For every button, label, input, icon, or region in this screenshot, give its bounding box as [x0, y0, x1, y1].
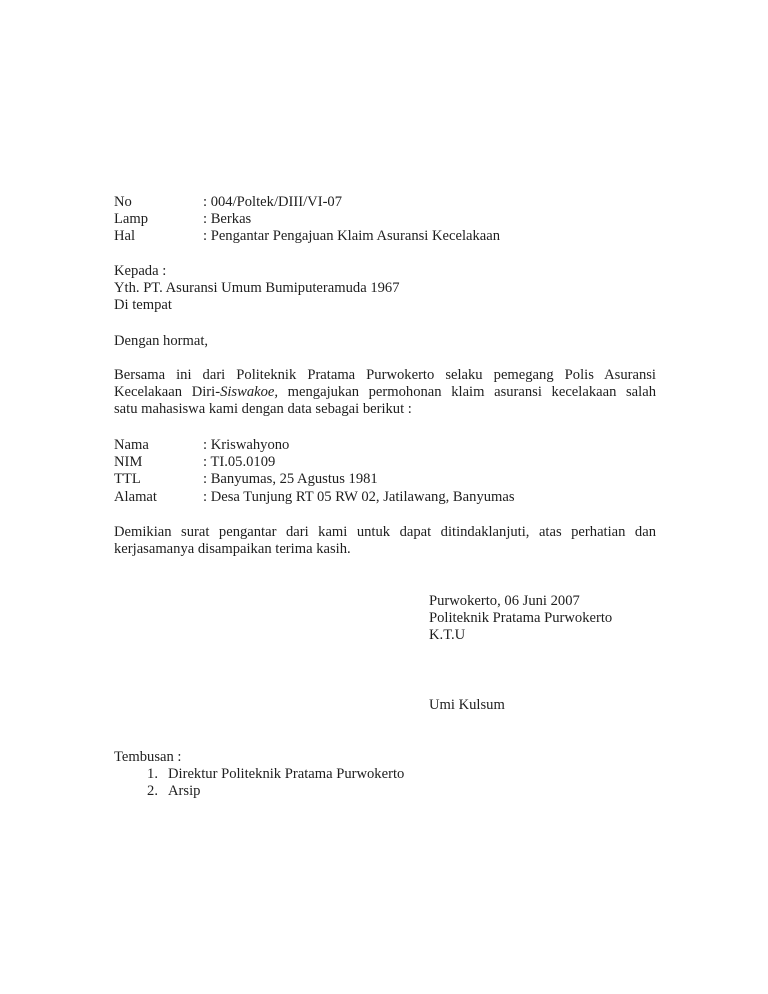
intro-line-2	[114, 384, 656, 401]
intro-line-1: Bersama ini dari Politeknik Pratama Purwokerto selaku pemegang Polis Asuransi	[114, 367, 656, 383]
student-label: Nama	[114, 437, 149, 453]
letter-header	[114, 194, 656, 246]
closing-paragraph	[114, 524, 656, 558]
cc-item-number: 2.	[147, 783, 158, 800]
student-data	[114, 437, 656, 506]
student-value: : Desa Tunjung RT 05 RW 02, Jatilawang, Banyumas	[203, 488, 515, 505]
header-value: : Pengantar Pengajuan Klaim Asuransi Kecelakaan	[203, 228, 501, 245]
signature-position: K.T.U	[429, 627, 466, 644]
cc-item-text: Arsip	[168, 783, 201, 800]
student-value: : TI.05.0109	[203, 454, 276, 471]
greeting	[114, 333, 656, 350]
signature-name-block	[429, 697, 669, 714]
recipient-kepada: Kepada :	[114, 263, 167, 279]
student-row-address	[114, 489, 656, 506]
student-label: NIM	[114, 454, 143, 471]
policy-name-italic: Siswakoe,	[220, 384, 279, 401]
cc-list-item	[114, 783, 514, 800]
student-value: : Banyumas, 25 Agustus 1981	[203, 471, 378, 488]
signature-name: Umi Kulsum	[429, 697, 505, 713]
header-row-subject	[114, 228, 656, 245]
signature-block	[429, 593, 669, 645]
header-label: Lamp	[114, 211, 149, 228]
closing-line-1: Demikian surat pengantar dari kami untuk dapat ditindaklanjuti, atas perhatian dan	[114, 524, 656, 540]
student-value: : Kriswahyono	[203, 437, 290, 453]
closing-line-2: kerjasamanya disampaikan terima kasih.	[114, 541, 351, 558]
recipient-block	[114, 263, 656, 315]
cc-title-block	[114, 749, 656, 766]
cc-list-item	[114, 766, 514, 783]
header-row-number	[114, 194, 656, 211]
header-label: No	[114, 194, 132, 210]
student-row-birth	[114, 471, 656, 488]
intro-line-3: satu mahasiswa kami dengan data sebagai berikut :	[114, 401, 412, 418]
student-row-nim	[114, 454, 656, 471]
recipient-name: Yth. PT. Asuransi Umum Bumiputeramuda 1967	[114, 280, 400, 297]
student-row-name	[114, 437, 656, 454]
greeting-text: Dengan hormat,	[114, 333, 209, 349]
student-label: TTL	[114, 471, 141, 488]
cc-item-text: Direktur Politeknik Pratama Purwokerto	[168, 766, 405, 782]
signature-institution: Politeknik Pratama Purwokerto	[429, 610, 613, 627]
cc-list	[114, 766, 514, 800]
student-label: Alamat	[114, 488, 157, 505]
header-label: Hal	[114, 228, 136, 245]
header-value: : Berkas	[203, 211, 252, 228]
header-row-attachment	[114, 211, 656, 228]
intro-line-2-end: mengajukan permohonan klaim asuransi kecelakaan salah	[278, 384, 656, 401]
intro-paragraph	[114, 367, 656, 419]
cc-title: Tembusan :	[114, 749, 182, 765]
intro-line-2-start: Kecelakaan Diri-	[114, 384, 221, 401]
recipient-place: Di tempat	[114, 297, 172, 314]
header-value: : 004/Poltek/DIII/VI-07	[203, 194, 343, 210]
cc-item-number: 1.	[147, 766, 158, 782]
signature-place-date: Purwokerto, 06 Juni 2007	[429, 593, 580, 609]
